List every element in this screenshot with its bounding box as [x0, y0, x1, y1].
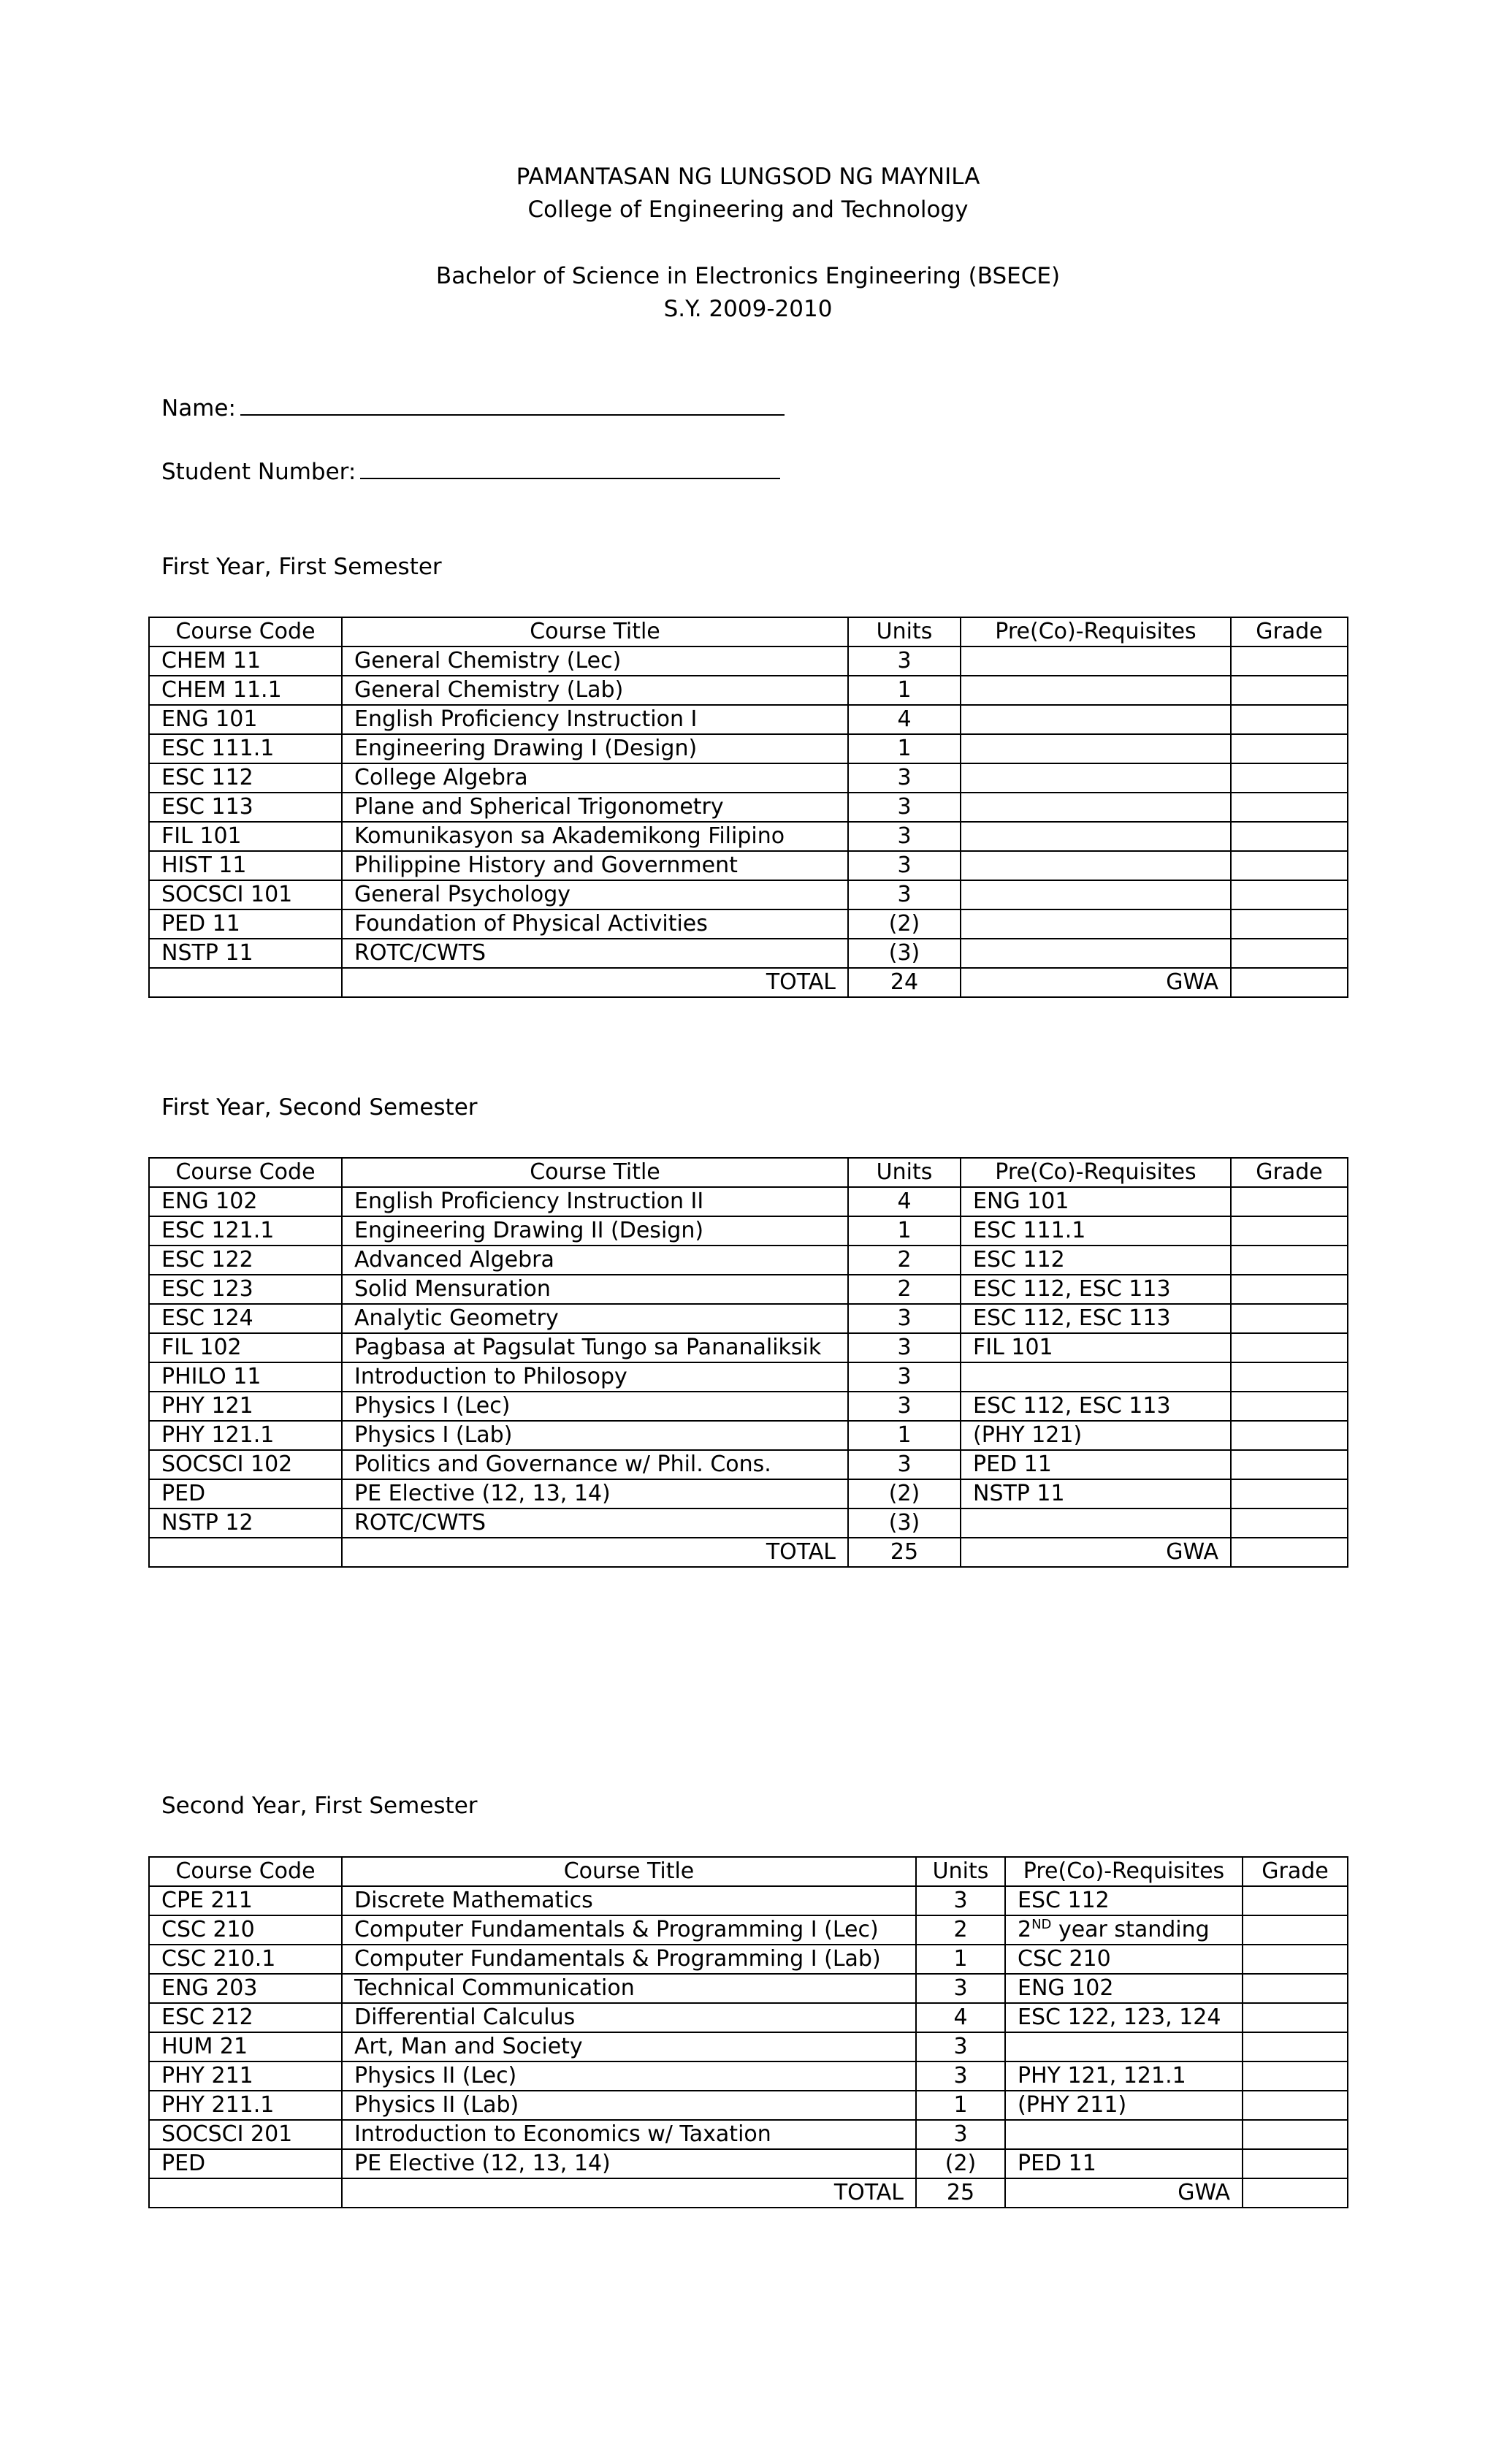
course-title-cell: Politics and Governance w/ Phil. Cons.	[342, 1450, 848, 1479]
table-row	[149, 1392, 1348, 1421]
units-cell: (3)	[848, 1508, 961, 1538]
prereq-text: 2	[1018, 1917, 1032, 1942]
col-header-prereq: Pre(Co)-Requisites	[961, 617, 1231, 646]
grade-cell[interactable]	[1243, 2003, 1348, 2032]
course-title-cell: Philippine History and Government	[342, 851, 848, 880]
units-cell: 3	[848, 1392, 961, 1421]
col-header-prereq: Pre(Co)-Requisites	[961, 1158, 1231, 1187]
units-cell: 3	[916, 2032, 1005, 2061]
course-title-cell: Introduction to Economics w/ Taxation	[342, 2120, 916, 2149]
school-year: S.Y. 2009-2010	[663, 296, 833, 322]
prereq-cell	[961, 793, 1231, 822]
col-header-code: Course Code	[149, 1857, 342, 1886]
prereq-cell	[961, 1508, 1231, 1538]
total-units: 25	[916, 2178, 1005, 2208]
course-code-cell: PED 11	[149, 909, 342, 939]
course-title-cell: General Psychology	[342, 880, 848, 909]
grade-cell[interactable]	[1231, 1421, 1348, 1450]
prereq-superscript: ND	[1031, 1917, 1052, 1932]
units-cell: 2	[848, 1246, 961, 1275]
units-cell: (2)	[848, 909, 961, 939]
total-empty-cell	[149, 2178, 342, 2208]
course-title-cell: Foundation of Physical Activities	[342, 909, 848, 939]
table-header-row	[149, 617, 1348, 646]
units-cell: 3	[848, 880, 961, 909]
table-header-row	[149, 1857, 1348, 1886]
col-header-prereq: Pre(Co)-Requisites	[1005, 1857, 1243, 1886]
col-header-units: Units	[916, 1857, 1005, 1886]
course-title-cell: Solid Mensuration	[342, 1275, 848, 1304]
prereq-cell: ESC 112	[1005, 1886, 1243, 1915]
grade-cell[interactable]	[1231, 734, 1348, 763]
units-cell: 3	[848, 1450, 961, 1479]
prereq-cell: CSC 210	[1005, 1945, 1243, 1974]
course-code-cell: FIL 102	[149, 1333, 342, 1362]
table-row	[149, 822, 1348, 851]
prereq-cell	[961, 822, 1231, 851]
col-header-grade: Grade	[1231, 1158, 1348, 1187]
prereq-cell	[1005, 1915, 1243, 1945]
total-row	[149, 968, 1348, 997]
table-row	[149, 646, 1348, 676]
col-header-code: Course Code	[149, 1158, 342, 1187]
units-cell: 1	[848, 676, 961, 705]
course-title-cell: Physics II (Lec)	[342, 2061, 916, 2091]
grade-cell[interactable]	[1231, 763, 1348, 793]
units-cell: 4	[916, 2003, 1005, 2032]
grade-cell[interactable]	[1243, 2120, 1348, 2149]
total-row	[149, 1538, 1348, 1567]
course-code-cell: ENG 203	[149, 1974, 342, 2003]
table-row	[149, 1450, 1348, 1479]
total-row	[149, 2178, 1348, 2208]
grade-cell[interactable]	[1231, 1479, 1348, 1508]
gwa-grade-cell[interactable]	[1231, 968, 1348, 997]
prereq-cell	[961, 939, 1231, 968]
course-title-cell: Computer Fundamentals & Programming I (Lec)	[342, 1915, 916, 1945]
units-cell: (2)	[916, 2149, 1005, 2178]
grade-cell[interactable]	[1243, 1945, 1348, 1974]
prereq-cell	[1005, 2120, 1243, 2149]
table-row	[149, 763, 1348, 793]
table-row	[149, 909, 1348, 939]
grade-cell[interactable]	[1231, 939, 1348, 968]
units-cell: 3	[916, 2120, 1005, 2149]
student-number-underline[interactable]	[360, 454, 780, 479]
course-code-cell: SOCSCI 201	[149, 2120, 342, 2149]
prereq-cell: ESC 112, ESC 113	[961, 1392, 1231, 1421]
prereq-cell: PED 11	[961, 1450, 1231, 1479]
prereq-cell: NSTP 11	[961, 1479, 1231, 1508]
table-row	[149, 1187, 1348, 1216]
total-units: 24	[848, 968, 961, 997]
course-code-cell: PHILO 11	[149, 1362, 342, 1392]
prereq-cell: ESC 112, ESC 113	[961, 1275, 1231, 1304]
prereq-cell: (PHY 121)	[961, 1421, 1231, 1450]
grade-cell[interactable]	[1231, 1450, 1348, 1479]
course-code-cell: PED	[149, 1479, 342, 1508]
units-cell: (3)	[848, 939, 961, 968]
table-row	[149, 1915, 1348, 1945]
prereq-cell: PHY 121, 121.1	[1005, 2061, 1243, 2091]
student-number-field[interactable]	[161, 454, 780, 488]
course-table	[148, 1157, 1348, 1568]
units-cell: 2	[916, 1915, 1005, 1945]
total-label: TOTAL	[342, 968, 848, 997]
grade-cell[interactable]	[1231, 1392, 1348, 1421]
units-cell: 3	[916, 1886, 1005, 1915]
grade-cell[interactable]	[1231, 1275, 1348, 1304]
table-row	[149, 1275, 1348, 1304]
course-code-cell: HUM 21	[149, 2032, 342, 2061]
semester-title: First Year, Second Semester	[161, 1094, 478, 1121]
table-row	[149, 793, 1348, 822]
prereq-cell	[961, 851, 1231, 880]
table-row	[149, 2149, 1348, 2178]
course-title-cell: PE Elective (12, 13, 14)	[342, 2149, 916, 2178]
name-label: Name:	[161, 395, 236, 422]
prereq-cell	[961, 880, 1231, 909]
table-row	[149, 2120, 1348, 2149]
prereq-cell: ENG 101	[961, 1187, 1231, 1216]
table-row	[149, 1886, 1348, 1915]
program-title: Bachelor of Science in Electronics Engineering (BSECE)	[435, 263, 1061, 289]
course-code-cell: ESC 112	[149, 763, 342, 793]
course-code-cell: PHY 211.1	[149, 2091, 342, 2120]
university-name: PAMANTASAN NG LUNGSOD NG MAYNILA	[516, 164, 980, 190]
units-cell: 3	[848, 763, 961, 793]
units-cell: (2)	[848, 1479, 961, 1508]
grade-cell[interactable]	[1243, 2032, 1348, 2061]
table-row	[149, 1246, 1348, 1275]
course-code-cell: CPE 211	[149, 1886, 342, 1915]
total-label: TOTAL	[342, 2178, 916, 2208]
course-title-cell: Komunikasyon sa Akademikong Filipino	[342, 822, 848, 851]
grade-cell[interactable]	[1231, 1216, 1348, 1246]
course-code-cell: PED	[149, 2149, 342, 2178]
course-title-cell: Computer Fundamentals & Programming I (Lab)	[342, 1945, 916, 1974]
table-row	[149, 705, 1348, 734]
table-row	[149, 1945, 1348, 1974]
table-row	[149, 2061, 1348, 2091]
course-title-cell: General Chemistry (Lec)	[342, 646, 848, 676]
course-title-cell: Technical Communication	[342, 1974, 916, 2003]
course-title-cell: Engineering Drawing II (Design)	[342, 1216, 848, 1246]
col-header-title: Course Title	[342, 1158, 848, 1187]
prereq-cell	[961, 676, 1231, 705]
col-header-grade: Grade	[1243, 1857, 1348, 1886]
col-header-title: Course Title	[342, 617, 848, 646]
grade-cell[interactable]	[1231, 1246, 1348, 1275]
course-title-cell: Physics I (Lec)	[342, 1392, 848, 1421]
grade-cell[interactable]	[1243, 1915, 1348, 1945]
course-code-cell: CHEM 11	[149, 646, 342, 676]
name-underline[interactable]	[240, 391, 785, 416]
prereq-cell	[961, 705, 1231, 734]
table-row	[149, 1479, 1348, 1508]
semester-title: Second Year, First Semester	[161, 1793, 478, 1819]
units-cell: 2	[848, 1275, 961, 1304]
table-row	[149, 939, 1348, 968]
grade-cell[interactable]	[1231, 793, 1348, 822]
course-title-cell: Plane and Spherical Trigonometry	[342, 793, 848, 822]
course-code-cell: FIL 101	[149, 822, 342, 851]
name-field[interactable]	[161, 391, 785, 424]
course-title-cell: ROTC/CWTS	[342, 1508, 848, 1538]
course-title-cell: Advanced Algebra	[342, 1246, 848, 1275]
table-row	[149, 1974, 1348, 2003]
col-header-units: Units	[848, 1158, 961, 1187]
course-code-cell: CSC 210.1	[149, 1945, 342, 1974]
gwa-grade-cell[interactable]	[1231, 1538, 1348, 1567]
total-units: 25	[848, 1538, 961, 1567]
course-title-cell: Physics II (Lab)	[342, 2091, 916, 2120]
grade-cell[interactable]	[1231, 646, 1348, 676]
table-row	[149, 1304, 1348, 1333]
prereq-cell	[961, 646, 1231, 676]
prereq-cell: ESC 112	[961, 1246, 1231, 1275]
units-cell: 3	[848, 646, 961, 676]
grade-cell[interactable]	[1231, 705, 1348, 734]
table-row	[149, 676, 1348, 705]
course-code-cell: ESC 121.1	[149, 1216, 342, 1246]
course-title-cell: Introduction to Philosopy	[342, 1362, 848, 1392]
course-code-cell: ESC 123	[149, 1275, 342, 1304]
units-cell: 4	[848, 1187, 961, 1216]
course-code-cell: NSTP 11	[149, 939, 342, 968]
grade-cell[interactable]	[1243, 1974, 1348, 2003]
prereq-cell: ENG 102	[1005, 1974, 1243, 2003]
grade-cell[interactable]	[1231, 851, 1348, 880]
course-title-cell: Art, Man and Society	[342, 2032, 916, 2061]
grade-cell[interactable]	[1243, 1886, 1348, 1915]
units-cell: 3	[916, 2061, 1005, 2091]
gwa-label: GWA	[1005, 2178, 1243, 2208]
table-row	[149, 880, 1348, 909]
grade-cell[interactable]	[1231, 1362, 1348, 1392]
course-code-cell: ENG 102	[149, 1187, 342, 1216]
course-title-cell: Pagbasa at Pagsulat Tungo sa Pananaliksik	[342, 1333, 848, 1362]
course-code-cell: SOCSCI 102	[149, 1450, 342, 1479]
table-row	[149, 2032, 1348, 2061]
course-title-cell: English Proficiency Instruction I	[342, 705, 848, 734]
grade-cell[interactable]	[1231, 880, 1348, 909]
units-cell: 3	[916, 1974, 1005, 2003]
table-row	[149, 1421, 1348, 1450]
prereq-text-rest: year standing	[1051, 1917, 1210, 1942]
grade-cell[interactable]	[1231, 676, 1348, 705]
grade-cell[interactable]	[1231, 1333, 1348, 1362]
course-code-cell: ENG 101	[149, 705, 342, 734]
prereq-cell: PED 11	[1005, 2149, 1243, 2178]
units-cell: 3	[848, 822, 961, 851]
course-title-cell: Engineering Drawing I (Design)	[342, 734, 848, 763]
prereq-cell: FIL 101	[961, 1333, 1231, 1362]
course-title-cell: ROTC/CWTS	[342, 939, 848, 968]
units-cell: 3	[848, 1333, 961, 1362]
table-row	[149, 1333, 1348, 1362]
course-code-cell: PHY 211	[149, 2061, 342, 2091]
prereq-cell	[961, 1362, 1231, 1392]
units-cell: 1	[916, 2091, 1005, 2120]
course-table	[148, 617, 1348, 998]
total-empty-cell	[149, 968, 342, 997]
course-code-cell: CSC 210	[149, 1915, 342, 1945]
course-code-cell: ESC 124	[149, 1304, 342, 1333]
prereq-cell	[961, 734, 1231, 763]
course-title-cell: General Chemistry (Lab)	[342, 676, 848, 705]
total-label: TOTAL	[342, 1538, 848, 1567]
table-row	[149, 734, 1348, 763]
table-row	[149, 1508, 1348, 1538]
prereq-cell	[1005, 2032, 1243, 2061]
course-code-cell: PHY 121.1	[149, 1421, 342, 1450]
student-number-label: Student Number:	[161, 459, 356, 485]
grade-cell[interactable]	[1243, 2061, 1348, 2091]
grade-cell[interactable]	[1231, 909, 1348, 939]
course-code-cell: CHEM 11.1	[149, 676, 342, 705]
units-cell: 1	[848, 1421, 961, 1450]
col-header-code: Course Code	[149, 617, 342, 646]
units-cell: 3	[848, 851, 961, 880]
course-code-cell: NSTP 12	[149, 1508, 342, 1538]
grade-cell[interactable]	[1231, 1508, 1348, 1538]
course-code-cell: ESC 122	[149, 1246, 342, 1275]
total-empty-cell	[149, 1538, 342, 1567]
course-code-cell: PHY 121	[149, 1392, 342, 1421]
course-code-cell: ESC 111.1	[149, 734, 342, 763]
grade-cell[interactable]	[1231, 822, 1348, 851]
table-row	[149, 1216, 1348, 1246]
table-row	[149, 2003, 1348, 2032]
gwa-grade-cell[interactable]	[1243, 2178, 1348, 2208]
prereq-cell: ESC 122, 123, 124	[1005, 2003, 1243, 2032]
units-cell: 4	[848, 705, 961, 734]
course-title-cell: College Algebra	[342, 763, 848, 793]
college-name: College of Engineering and Technology	[527, 197, 969, 223]
prereq-cell	[961, 909, 1231, 939]
table-row	[149, 851, 1348, 880]
units-cell: 1	[848, 734, 961, 763]
course-code-cell: ESC 212	[149, 2003, 342, 2032]
semester-title: First Year, First Semester	[161, 554, 442, 580]
units-cell: 3	[848, 1304, 961, 1333]
course-title-cell: Discrete Mathematics	[342, 1886, 916, 1915]
prereq-cell: ESC 112, ESC 113	[961, 1304, 1231, 1333]
table-row	[149, 2091, 1348, 2120]
course-title-cell: Physics I (Lab)	[342, 1421, 848, 1450]
course-title-cell: PE Elective (12, 13, 14)	[342, 1479, 848, 1508]
course-code-cell: HIST 11	[149, 851, 342, 880]
units-cell: 3	[848, 1362, 961, 1392]
prereq-cell: (PHY 211)	[1005, 2091, 1243, 2120]
col-header-title: Course Title	[342, 1857, 916, 1886]
prereq-cell: ESC 111.1	[961, 1216, 1231, 1246]
grade-cell[interactable]	[1243, 2149, 1348, 2178]
course-title-cell: Differential Calculus	[342, 2003, 916, 2032]
course-code-cell: SOCSCI 101	[149, 880, 342, 909]
col-header-grade: Grade	[1231, 617, 1348, 646]
table-row	[149, 1362, 1348, 1392]
col-header-units: Units	[848, 617, 961, 646]
grade-cell[interactable]	[1243, 2091, 1348, 2120]
table-header-row	[149, 1158, 1348, 1187]
grade-cell[interactable]	[1231, 1304, 1348, 1333]
grade-cell[interactable]	[1231, 1187, 1348, 1216]
course-title-cell: English Proficiency Instruction II	[342, 1187, 848, 1216]
prereq-cell	[961, 763, 1231, 793]
course-table	[148, 1856, 1348, 2208]
gwa-label: GWA	[961, 968, 1231, 997]
units-cell: 1	[916, 1945, 1005, 1974]
course-code-cell: ESC 113	[149, 793, 342, 822]
units-cell: 3	[848, 793, 961, 822]
gwa-label: GWA	[961, 1538, 1231, 1567]
course-title-cell: Analytic Geometry	[342, 1304, 848, 1333]
units-cell: 1	[848, 1216, 961, 1246]
